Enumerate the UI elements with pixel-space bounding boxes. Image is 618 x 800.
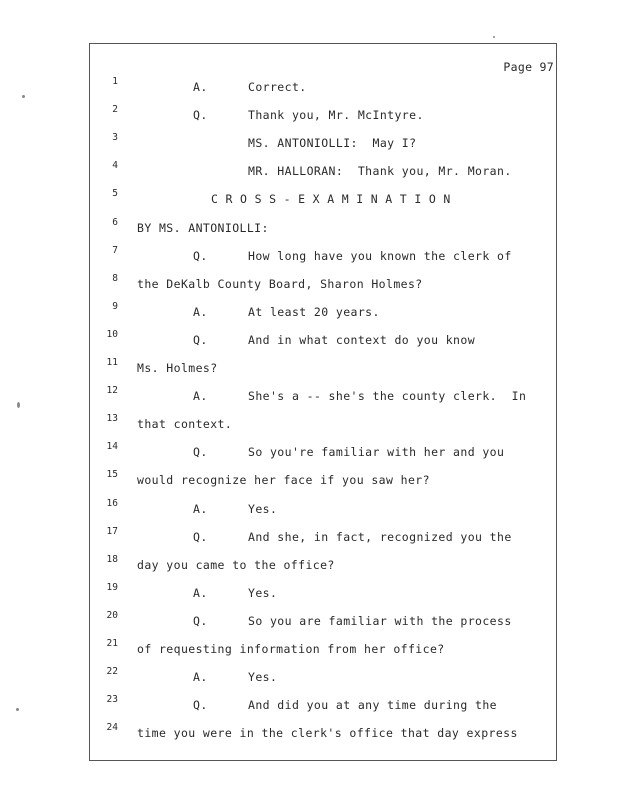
line-number: 4	[112, 160, 118, 172]
line-text: How long have you known the clerk of	[248, 248, 512, 263]
page-number: Page 97	[503, 60, 554, 74]
line-number: 9	[112, 300, 118, 312]
transcript-line	[0, 300, 618, 325]
speaker-label: A.	[193, 304, 208, 319]
speaker-label: A.	[193, 80, 208, 94]
transcript-line	[0, 76, 618, 100]
line-number: 24	[106, 722, 118, 734]
scan-speck	[22, 95, 25, 98]
colloquy-text: MR. HALLORAN: Thank you, Mr. Moran.	[248, 164, 512, 179]
speaker-label: Q.	[193, 445, 208, 460]
transcript-line	[0, 581, 618, 606]
line-number: 12	[106, 385, 118, 397]
line-number: 2	[112, 104, 118, 116]
speaker-label: Q.	[193, 108, 208, 123]
speaker-label: Q.	[193, 248, 208, 263]
line-text: And she, in fact, recognized you the	[248, 529, 512, 544]
line-text: Yes.	[248, 501, 278, 516]
transcript-line	[0, 609, 618, 634]
speaker-label: A.	[193, 501, 208, 516]
transcript-line	[0, 244, 618, 269]
transcript-line	[0, 638, 618, 662]
transcript-line	[0, 497, 618, 522]
scan-speck	[16, 708, 19, 711]
line-text: Thank you, Mr. McIntyre.	[248, 108, 424, 123]
line-number: 7	[112, 244, 118, 256]
transcript-line	[0, 160, 618, 184]
transcript-line	[0, 357, 618, 381]
transcript-line	[0, 132, 618, 156]
line-text: So you're familiar with her and you	[248, 445, 505, 460]
transcript-line	[0, 666, 618, 690]
transcript-line	[0, 328, 618, 353]
line-number: 8	[112, 272, 118, 284]
transcript-line	[0, 525, 618, 550]
line-text: So you are familiar with the process	[248, 613, 512, 628]
line-number: 19	[106, 581, 118, 593]
transcript-line	[0, 553, 618, 578]
scan-speck	[493, 36, 495, 38]
speaker-label: A.	[193, 585, 208, 600]
transcript-line	[0, 272, 618, 297]
transcript-line	[0, 441, 618, 465]
transcript-line	[0, 216, 618, 241]
line-number: 23	[106, 694, 118, 706]
line-number: 3	[112, 132, 118, 144]
line-text: She's a -- she's the county clerk. In	[248, 389, 527, 404]
transcript-line	[0, 413, 618, 437]
line-number: 13	[106, 413, 118, 425]
line-number: 17	[106, 525, 118, 537]
line-text: BY MS. ANTONIOLLI:	[137, 220, 269, 235]
speaker-label: A.	[193, 670, 208, 685]
line-text: Ms. Holmes?	[137, 361, 218, 375]
line-number: 6	[112, 216, 118, 228]
speaker-label: Q.	[193, 529, 208, 544]
line-text: Yes.	[248, 670, 278, 685]
line-number: 18	[106, 553, 118, 565]
transcript-line	[0, 694, 618, 718]
line-text: Correct.	[248, 80, 307, 94]
line-number: 16	[106, 497, 118, 509]
colloquy-text: MS. ANTONIOLLI: May I?	[248, 136, 417, 151]
line-number: 11	[106, 357, 118, 368]
line-text: And did you at any time during the	[248, 698, 498, 713]
line-text: the DeKalb County Board, Sharon Holmes?	[137, 276, 423, 291]
line-number: 1	[112, 76, 118, 87]
line-text: day you came to the office?	[137, 557, 335, 572]
line-text: And in what context do you know	[248, 332, 476, 347]
line-text: time you were in the clerk's office that day express	[137, 726, 518, 741]
line-text: would recognize her face if you saw her?	[137, 473, 430, 488]
line-text: of requesting information from her office?	[137, 642, 445, 656]
line-text: that context.	[137, 417, 233, 432]
line-number: 10	[106, 328, 118, 340]
line-number: 14	[106, 441, 118, 453]
line-number: 15	[106, 469, 118, 481]
line-text: At least 20 years.	[248, 304, 380, 319]
line-number: 5	[112, 188, 118, 200]
line-text: Yes.	[248, 585, 278, 600]
transcript-line	[0, 188, 618, 212]
transcript-line	[0, 469, 618, 493]
line-number: 22	[106, 666, 118, 678]
transcript-line	[0, 104, 618, 128]
speaker-label: A.	[193, 389, 208, 404]
speaker-label: Q.	[193, 698, 208, 713]
speaker-label: Q.	[193, 613, 208, 628]
transcript-line	[0, 385, 618, 409]
transcript-line	[0, 722, 618, 746]
line-number: 21	[106, 638, 118, 649]
speaker-label: Q.	[193, 332, 208, 347]
line-number: 20	[106, 609, 118, 621]
section-heading: CROSS-EXAMINATION	[211, 192, 458, 207]
scan-speck	[17, 402, 20, 408]
